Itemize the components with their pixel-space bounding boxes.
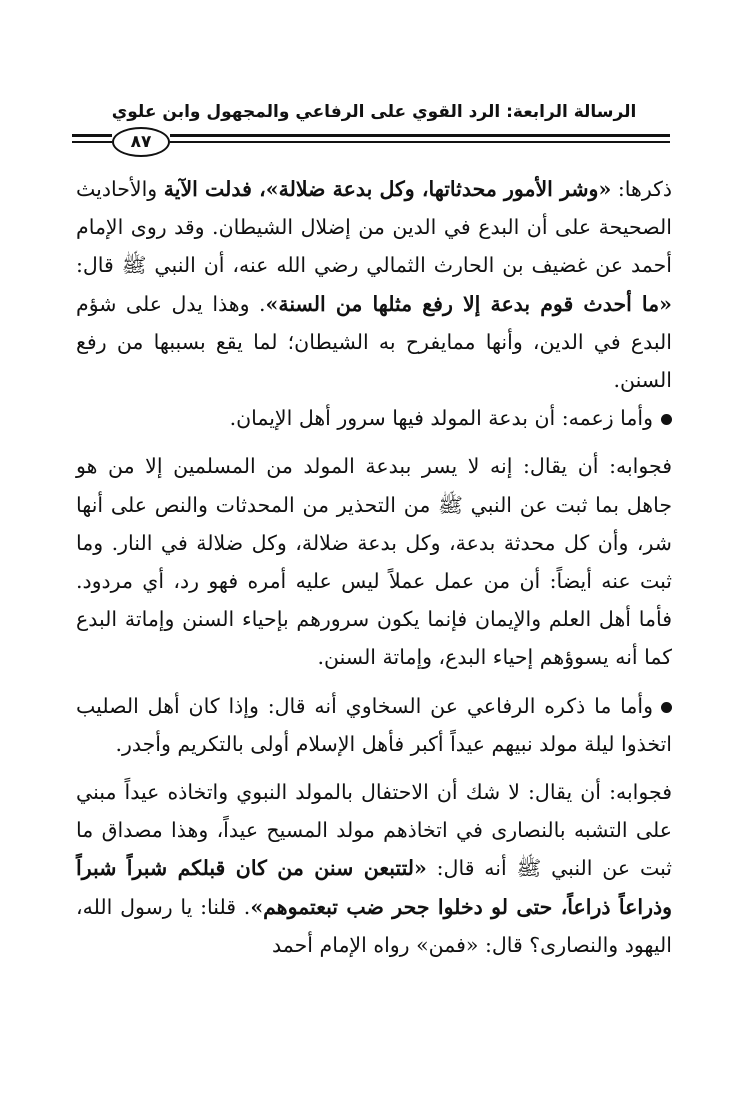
p1-quote2: «ما أحدث قوم بدعة إلا رفع مثلها من السنة»: [265, 291, 672, 316]
p5-quote: «لتتبعن سنن من كان قبلكم شبراً شبراً وذراعاً ذراعاً، حتى لو دخلوا جحر ضب تبعتموهم»: [76, 856, 672, 919]
header-rule-left-thin: [72, 141, 112, 143]
p5-lead: فجوابه: أن يقال: لا شك أن الاحتفال بالمولد النبوي واتخاذه عيداً مبني على التشبه بالنصارى في اتخاذهم مولد المسيح عيداً، وهذا مصداق ما ثبت عن النبي ﷺ أنه قال:: [76, 780, 672, 881]
p2-text: وأما زعمه: أن بدعة المولد فيها سرور أهل الإيمان.: [229, 406, 653, 431]
paragraph-4: [76, 687, 672, 763]
header-rule-left-thick: [72, 134, 112, 137]
p1-lead: ذكرها:: [611, 177, 673, 201]
paragraph-2: [76, 399, 672, 437]
p1-tail: . وهذا يدل على شؤم البدع في الدين، وأنها ممايفرح به الشيطان؛ لما يقع بسببها من رفع السنن.: [76, 291, 672, 393]
p1-quote: «وشر الأمور محدثاتها، وكل بدعة ضلالة»، فدلت الآية: [163, 177, 612, 201]
bullet-icon: [661, 414, 672, 425]
main-text: [76, 170, 672, 964]
paragraph-3: [76, 447, 672, 676]
header-rule-right-thin: [170, 141, 670, 143]
page-number-badge: [112, 127, 170, 157]
bullet-icon: [661, 702, 672, 713]
p1-mid: والأحاديث الصحيحة على أن البدع في الدين من إضلال الشيطان. وقد روى الإمام أحمد عن غضيف بن الحارث الثمالي رضي الله عنه، أن النبي ﷺ قال:: [76, 177, 672, 278]
p5-tail: . قلنا: يا رسول الله، اليهود والنصارى؟ قال: «فمن» رواه الإمام أحمد: [76, 894, 672, 957]
running-header-title: الرسالة الرابعة: الرد القوي على الرفاعي والمجهول وابن علوي: [111, 102, 637, 122]
p4-text: وأما ما ذكره الرفاعي عن السخاوي أنه قال: وإذا كان أهل الصليب اتخذوا ليلة مولد نبيهم عيداً أكبر فأهل الإسلام أولى بالتكريم وأجدر.: [76, 693, 672, 756]
paragraph-1: [76, 170, 672, 399]
page-number: ٨٧: [130, 132, 152, 152]
p3-text: فجوابه: أن يقال: إنه لا يسر ببدعة المولد من المسلمين إلا من هو جاهل بما ثبت عن النبي ﷺ من التحذير من المحدثات والنص على أنها شر، وأن كل محدثة بدعة، وكل بدعة ضلالة، وكل ضلالة في النار. وما ثبت عنه أيضاً: أن من عمل عملاً ليس عليه أمره فهو رد، أي مردود. فأما أهل العلم والإيمان فإنما يكون سرورهم بإحياء السنن وإماتة البدع كما أنه يسوؤهم إحياء البدع، وإماتة السنن.: [76, 454, 672, 670]
header-rule-right-thick: [170, 134, 670, 137]
paragraph-5: [76, 773, 672, 964]
